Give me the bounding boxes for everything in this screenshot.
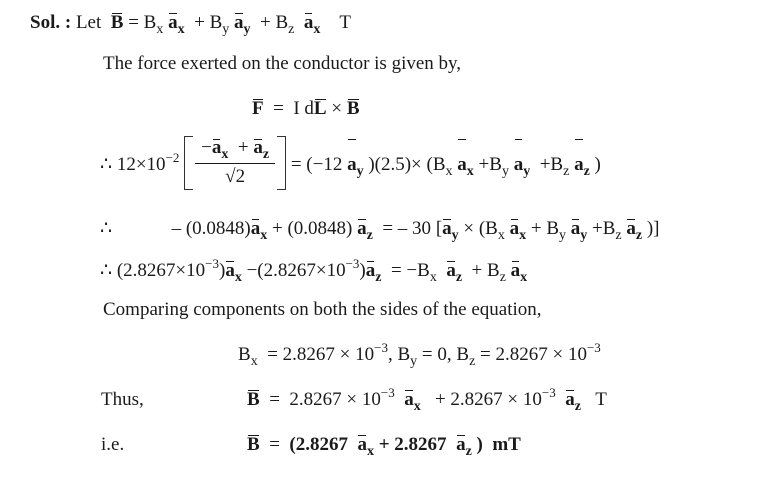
cross-sign: ×: [331, 98, 343, 119]
plus-sign: +: [260, 12, 271, 33]
unit-vector-a: a: [404, 389, 414, 410]
plus-sign: +: [592, 218, 603, 239]
term: (2.8267: [289, 434, 348, 455]
unit-vector-a: a: [574, 137, 584, 193]
unit-vector-a: a: [234, 12, 244, 33]
unit-vector-a: a: [456, 434, 466, 455]
numerator: [195, 137, 275, 164]
rhs-term: )(2.5)×: [368, 154, 422, 175]
vector-B: B: [247, 434, 260, 455]
unit-vector-a: a: [446, 260, 456, 281]
subscript: x: [313, 22, 321, 37]
unit-vector-a: a: [357, 434, 367, 455]
exponent: −3: [205, 256, 219, 271]
term: + (0.0848): [272, 218, 353, 239]
equals-term: = – 30: [382, 218, 432, 239]
therefore-symbol: ∴: [100, 154, 113, 175]
exponent: −3: [345, 256, 360, 271]
subscript: x: [221, 146, 229, 162]
components-line: [238, 340, 601, 369]
term: – (0.0848): [171, 218, 251, 239]
force-equation: [252, 97, 360, 121]
unit-vector-a: a: [250, 218, 261, 239]
let-word: Let: [75, 12, 102, 33]
Bz-label: B: [456, 344, 470, 365]
step1-equation: [100, 137, 601, 195]
unit-vector-a: a: [565, 389, 575, 410]
unit-vector-a: a: [457, 137, 467, 193]
By-value: = 0,: [421, 344, 452, 365]
ie-label: i.e.: [101, 434, 125, 455]
vector-B: B: [247, 389, 260, 410]
vector-B: B: [346, 98, 360, 119]
thus-label: Thus,: [101, 389, 144, 410]
subscript: y: [580, 228, 588, 243]
close-paren: ): [359, 260, 366, 281]
unit-tesla: T: [339, 12, 351, 33]
solution-intro-line: [30, 11, 351, 37]
subscript: x: [413, 399, 421, 414]
coef-Bz: B: [275, 12, 289, 33]
denominator: √2: [225, 165, 246, 187]
subscript: z: [615, 228, 622, 243]
unit-vector-a: a: [357, 218, 367, 239]
unit-vector-a: a: [442, 218, 452, 239]
solution-label: Sol. :: [30, 12, 72, 33]
unit-vector-a: a: [225, 260, 235, 281]
ie-equation: [247, 433, 521, 459]
unit-tesla: T: [595, 389, 607, 410]
subscript: x: [466, 164, 474, 179]
subscript: z: [262, 146, 270, 162]
close-bracket: )]: [646, 218, 660, 239]
equals-sign: =: [269, 434, 280, 455]
term: + 2.8267: [378, 434, 447, 455]
differential-d: d: [304, 98, 314, 119]
subscript: z: [574, 399, 581, 414]
equals-sign: =: [273, 98, 284, 119]
unit-vector-a: a: [253, 136, 263, 158]
equals-sign: =: [269, 389, 280, 410]
coef-B: B: [546, 218, 560, 239]
close-paren: ): [218, 260, 226, 281]
rhs-term: (B: [426, 154, 446, 175]
comparing-text: Comparing components on both the sides of the equation,: [103, 299, 542, 320]
term: 2.8267 × 10: [289, 389, 381, 410]
equals-term: = −B: [390, 260, 430, 281]
plus-sign: +: [478, 154, 490, 175]
unit-vector-a: a: [347, 137, 357, 193]
therefore-symbol: ∴: [100, 260, 113, 281]
plus-sign: +: [237, 136, 249, 158]
Bx-value: = 2.8267 × 10: [267, 344, 375, 365]
subscript: z: [583, 164, 590, 179]
subscript: z: [375, 270, 382, 285]
plus-sign: +: [539, 154, 551, 175]
unit-vector-a: a: [168, 12, 178, 33]
cross-sign: ×: [463, 218, 475, 239]
plus-sign: +: [194, 12, 205, 33]
subscript: x: [156, 22, 164, 37]
equals-sign: =: [290, 154, 302, 175]
subscript: y: [523, 164, 531, 179]
term: + 2.8267 × 10: [434, 389, 542, 410]
fraction: [195, 137, 275, 189]
subscript: z: [563, 164, 570, 179]
Bx-label: B: [238, 344, 251, 365]
coef-B: B: [602, 218, 616, 239]
subscript: y: [356, 164, 364, 179]
vector-L: L: [313, 98, 327, 119]
unit-vector-a: a: [365, 260, 376, 281]
subscript: y: [243, 22, 251, 37]
coef-B: B: [489, 154, 502, 175]
term: (2.8267×10: [116, 260, 206, 281]
unit-vector-a: a: [510, 260, 521, 281]
minus-sign: −: [201, 136, 212, 158]
subscript: x: [497, 228, 505, 243]
exponent: −3: [374, 340, 388, 355]
term: −(2.8267×10: [246, 260, 346, 281]
Bz-value: = 2.8267 × 10: [480, 344, 587, 365]
left-bracket: [184, 136, 193, 190]
subscript: z: [469, 354, 476, 369]
subscript: x: [260, 228, 268, 243]
thus-equation: [247, 385, 607, 414]
coefficient: 12×10: [116, 154, 166, 175]
close-paren: ): [594, 154, 601, 175]
exponent: −3: [541, 385, 556, 400]
vector-F: F: [252, 98, 264, 119]
subscript: x: [250, 354, 258, 369]
exponent: −3: [586, 340, 601, 355]
coef-Bx: B: [143, 12, 157, 33]
vector-B: B: [110, 12, 124, 33]
subscript: y: [222, 22, 230, 37]
subscript: x: [519, 228, 527, 243]
unit-vector-a: a: [303, 12, 314, 33]
therefore-symbol: ∴: [100, 218, 113, 239]
subscript: x: [520, 270, 528, 285]
unit-vector-a: a: [509, 218, 520, 239]
unit-vector-a: a: [570, 218, 581, 239]
plus-sign: +: [530, 218, 542, 239]
subscript: z: [499, 270, 506, 285]
step2-equation: [100, 217, 660, 243]
subscript: z: [455, 270, 463, 285]
subscript: x: [234, 270, 242, 285]
subscript: z: [288, 22, 295, 37]
open-bracket: [: [435, 218, 443, 239]
subscript: x: [366, 444, 374, 459]
current-I: I: [293, 98, 300, 119]
unit-vector-a: a: [514, 137, 524, 193]
rhs-term: (−12: [306, 154, 343, 175]
equals-sign: =: [128, 12, 139, 33]
force-intro-text: The force exerted on the conductor is given by,: [103, 53, 462, 74]
term: (B: [478, 218, 498, 239]
subscript: x: [429, 270, 437, 285]
subscript: x: [177, 22, 185, 37]
subscript: z: [635, 228, 643, 243]
step3-equation: [100, 256, 528, 285]
subscript: y: [559, 228, 567, 243]
unit-millitesla: mT: [492, 434, 521, 455]
coef-B: B: [550, 154, 564, 175]
subscript: y: [451, 228, 459, 243]
subscript: y: [410, 354, 418, 369]
subscript: z: [366, 228, 373, 243]
subscript: x: [445, 164, 453, 179]
By-label: , B: [387, 344, 411, 365]
subscript: y: [501, 164, 509, 179]
right-bracket: [277, 136, 286, 190]
subscript: z: [465, 444, 472, 459]
plus-term: + B: [471, 260, 500, 281]
exponent: −2: [165, 150, 180, 165]
coef-By: B: [209, 12, 223, 33]
exponent: −3: [380, 385, 395, 400]
unit-vector-a: a: [626, 218, 636, 239]
unit-vector-a: a: [211, 136, 222, 158]
close-paren: ): [476, 434, 483, 455]
